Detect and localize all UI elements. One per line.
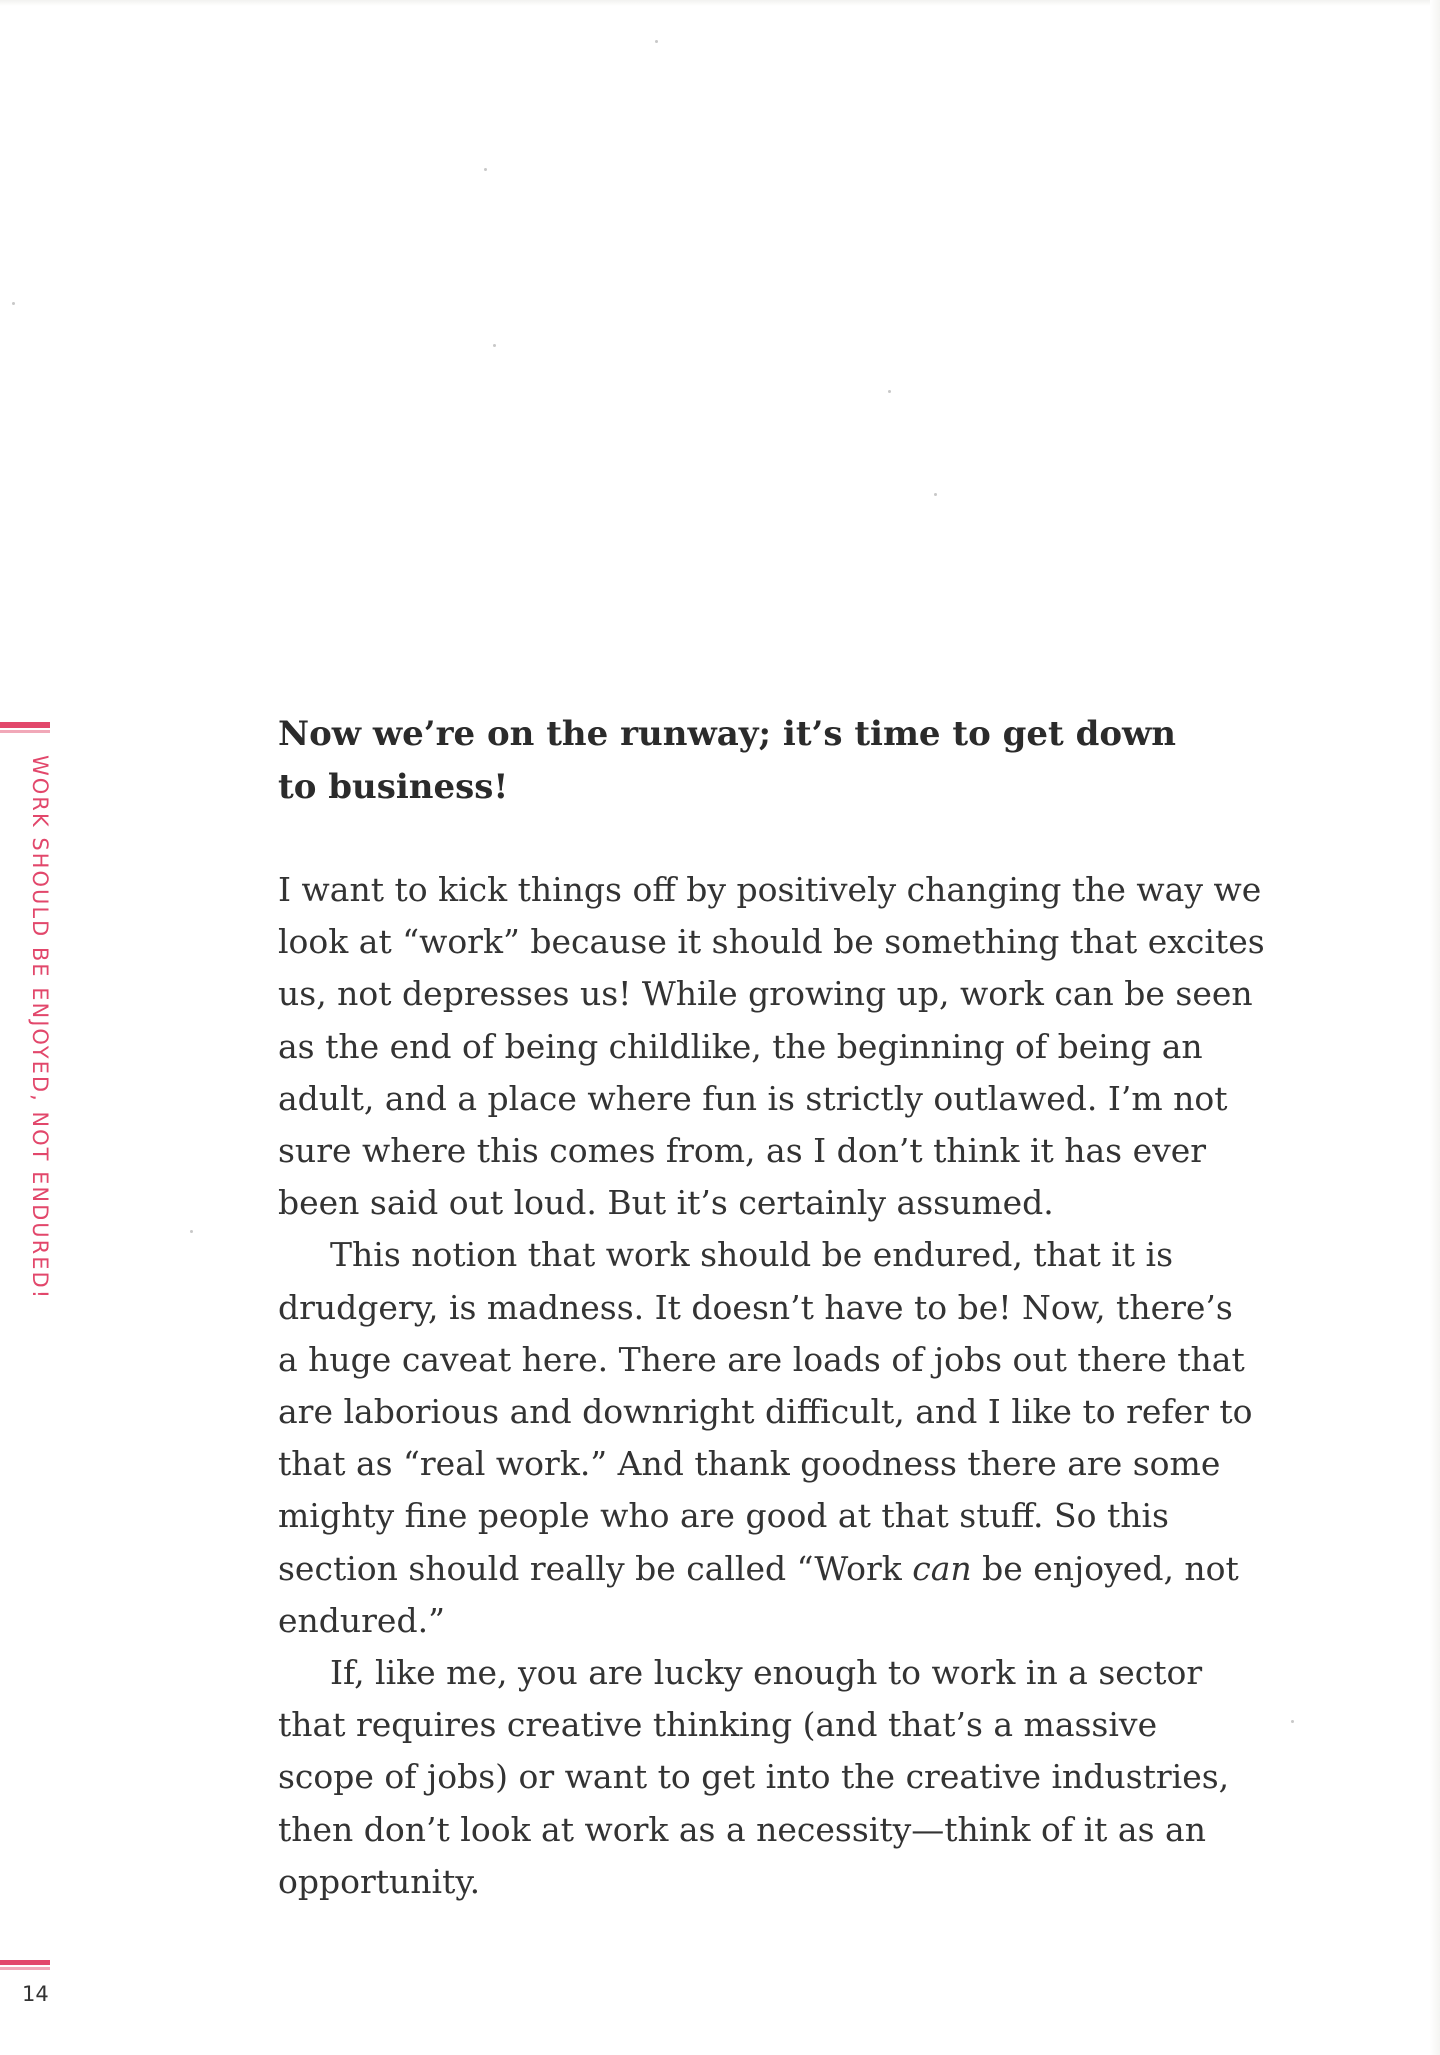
paragraph-2	[278, 1229, 1318, 1647]
text-line: are laborious and downright difficult, and I like to refer to	[278, 1392, 1253, 1432]
scan-speck	[12, 302, 15, 305]
text-line: look at “work” because it should be something that excites	[278, 922, 1265, 962]
paragraph-1	[278, 864, 1318, 1229]
text-line: then don’t look at work as a necessity—think of it as an	[278, 1809, 1206, 1849]
text-line: as the end of being childlike, the beginning of being an	[278, 1026, 1203, 1066]
text-run: section should really be called “Work	[278, 1548, 913, 1588]
scan-speck	[190, 1230, 193, 1233]
running-header: WORK SHOULD BE ENJOYED, NOT ENDURED!	[28, 755, 52, 1301]
text-run: be enjoyed, not	[971, 1548, 1239, 1588]
heading-line: to business!	[278, 767, 509, 807]
italic-emphasis: can	[912, 1548, 972, 1588]
heading-line: Now we’re on the runway; it’s time to get down	[278, 714, 1177, 754]
folio-accent-bar	[0, 1960, 50, 1965]
scan-speck	[484, 168, 487, 171]
section-heading	[278, 708, 1178, 814]
text-line: adult, and a place where fun is strictly outlawed. I’m not	[278, 1078, 1228, 1118]
scan-speck	[655, 40, 658, 43]
text-line: opportunity.	[278, 1861, 481, 1901]
text-line: that as “real work.” And thank goodness there are some	[278, 1444, 1221, 1484]
scan-speck	[888, 390, 891, 393]
text-line: been said out loud. But it’s certainly assumed.	[278, 1183, 1054, 1223]
text-line: If, like me, you are lucky enough to work in a sector	[330, 1653, 1203, 1693]
text-line: us, not depresses us! While growing up, work can be seen	[278, 974, 1253, 1014]
paragraph-3	[278, 1647, 1318, 1908]
text-line-with-italic	[278, 1543, 1318, 1595]
scan-speck	[934, 493, 937, 496]
page-right-edge	[1430, 0, 1440, 2055]
text-line: mighty fine people who are good at that stuff. So this	[278, 1496, 1169, 1536]
page-top-edge	[0, 0, 1440, 6]
text-line: This notion that work should be endured, that it is	[330, 1235, 1174, 1275]
text-line: I want to kick things off by positively changing the way we	[278, 870, 1262, 909]
text-line: endured.”	[278, 1600, 445, 1640]
text-line: scope of jobs) or want to get into the creative industries,	[278, 1757, 1230, 1797]
page-number: 14	[22, 1982, 49, 2006]
running-header-accent-underline	[0, 730, 50, 733]
scan-speck	[493, 344, 496, 347]
text-line: a huge caveat here. There are loads of jobs out there that	[278, 1339, 1245, 1379]
folio-accent-underline	[0, 1967, 50, 1970]
text-line: that requires creative thinking (and that’s a massive	[278, 1705, 1158, 1745]
body-text	[278, 864, 1318, 1908]
running-header-accent-bar	[0, 722, 50, 728]
text-line: drudgery, is madness. It doesn’t have to be! Now, there’s	[278, 1287, 1233, 1327]
text-line: sure where this comes from, as I don’t think it has ever	[278, 1131, 1207, 1171]
main-text-block	[278, 708, 1318, 1908]
